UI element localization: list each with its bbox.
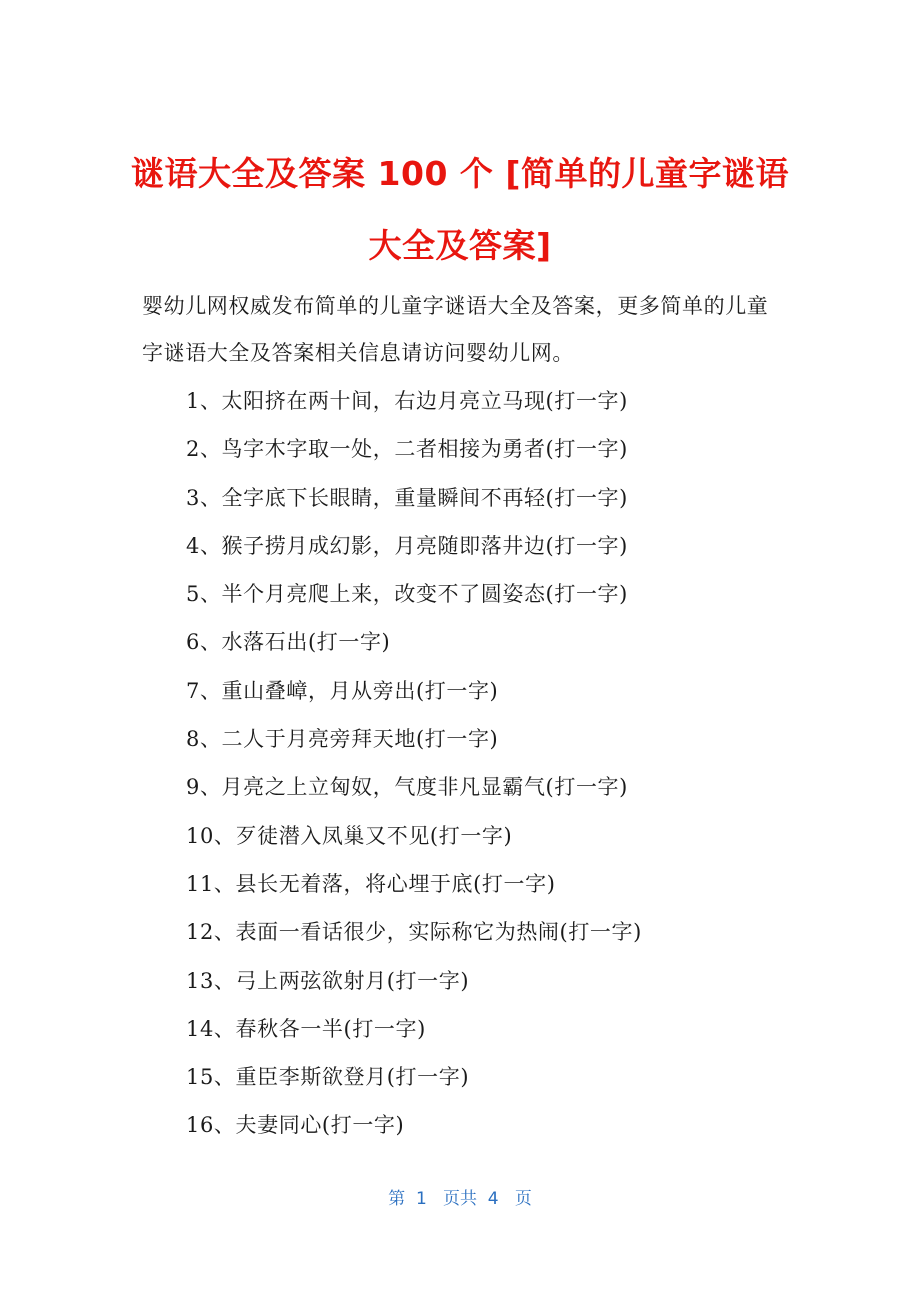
riddle-item: 10、歹徒潜入凤巢又不见(打一字) [186,823,513,848]
intro-paragraph: 婴幼儿网权威发布简单的儿童字谜语大全及答案，更多简单的儿童字谜语大全及答案相关信息请访问婴幼儿网。 [142,294,769,365]
riddle-item: 12、表面一看话很少，实际称它为热闹(打一字) [186,920,642,945]
riddle-list [186,377,806,1150]
document-title-line2: 大全及答案] [368,226,552,265]
riddle-item: 8、二人于月亮旁拜天地(打一字) [186,727,499,752]
page-number-footer: 第 1 页共 4 页 [388,1189,532,1209]
riddle-item: 7、重山叠嶂，月从旁出(打一字) [186,678,499,703]
document-title-line1: 谜语大全及答案 100 个 [简单的儿童字谜语 [131,154,789,193]
riddle-item: 11、县长无着落，将心埋于底(打一字) [186,871,556,896]
riddle-item: 9、月亮之上立匈奴，气度非凡显霸气(打一字) [186,775,628,800]
riddle-item: 4、猴子捞月成幻影，月亮随即落井边(打一字) [186,533,628,558]
riddle-item: 2、鸟字木字取一处，二者相接为勇者(打一字) [186,437,628,462]
riddle-item: 15、重臣李斯欲登月(打一字) [186,1065,470,1090]
riddle-item: 5、半个月亮爬上来，改变不了圆姿态(打一字) [186,582,628,607]
riddle-item: 3、全字底下长眼睛，重量瞬间不再轻(打一字) [186,485,628,510]
riddle-item: 14、春秋各一半(打一字) [186,1016,426,1041]
riddle-item: 13、弓上两弦欲射月(打一字) [186,968,470,993]
riddle-item: 6、水落石出(打一字) [186,630,391,655]
riddle-item: 1、太阳挤在两十间，右边月亮立马现(打一字) [186,389,628,413]
riddle-item: 16、夫妻同心(打一字) [186,1113,405,1138]
